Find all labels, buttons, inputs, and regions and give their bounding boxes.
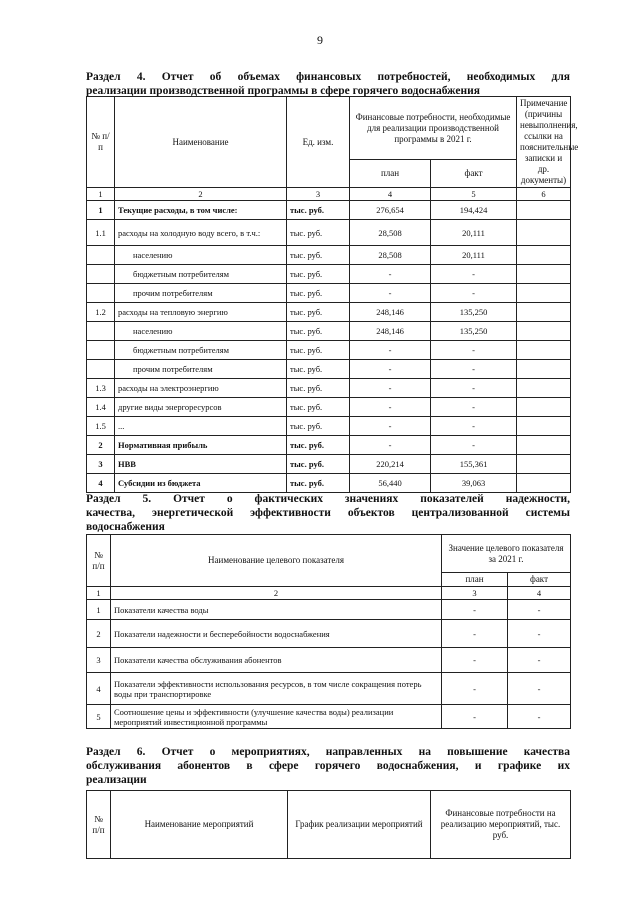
section4-title-line: Раздел 4. Отчет об объемах финансовых потребностей, необходимых для [86,71,570,83]
section6-title-line: реализации [86,774,147,786]
cell-num [87,341,115,360]
cell-num: 1 [87,600,111,620]
table-row [87,246,571,265]
header-num: № п/п [87,97,115,188]
section6-table [86,790,571,859]
col-number: 1 [87,587,111,600]
header-plan: план [350,160,431,188]
cell-fact: - [431,360,517,379]
cell-num: 3 [87,455,115,474]
cell-num [87,246,115,265]
cell-name: Показатели качества обслуживания абонентов [111,648,442,673]
cell-name: населению [115,322,287,341]
cell-plan: - [350,379,431,398]
cell-name: Соотношение цены и эффективности (улучшение качества воды) реализации мероприятий инвестиционной программы [111,705,442,729]
table-row [87,379,571,398]
table-row [87,648,571,673]
cell-fact: - [431,341,517,360]
cell-num [87,265,115,284]
cell-plan: - [350,398,431,417]
table-row [87,220,571,246]
cell-unit: тыс. руб. [287,341,350,360]
table-row [87,341,571,360]
table-row [87,673,571,705]
header-schedule: График реализации мероприятий [288,791,431,859]
col-number: 4 [350,188,431,201]
cell-plan: 56,440 [350,474,431,493]
cell-name: Показатели надежности и бесперебойности водоснабжения [111,620,442,648]
cell-unit: тыс. руб. [287,360,350,379]
cell-name: расходы на тепловую энергию [115,303,287,322]
header-value: Значение целевого показателя за 2021 г. [442,535,571,573]
cell-note [517,265,571,284]
cell-fact: 39,063 [431,474,517,493]
cell-note [517,201,571,220]
cell-num: 1 [87,201,115,220]
col-number-row [87,188,571,201]
cell-plan: - [350,284,431,303]
cell-note [517,284,571,303]
cell-name: расходы на холодную воду всего, в т.ч.: [115,220,287,246]
cell-note [517,246,571,265]
table-row [87,284,571,303]
table-row [87,303,571,322]
cell-plan: - [350,436,431,455]
cell-name: Показатели эффективности использования ресурсов, в том числе сокращения потерь воды при транспортировке [111,673,442,705]
cell-plan: - [442,673,508,705]
cell-unit: тыс. руб. [287,284,350,303]
table-row [87,455,571,474]
cell-note [517,436,571,455]
cell-plan: - [350,265,431,284]
cell-name: прочим потребителям [115,284,287,303]
cell-name: бюджетным потребителям [115,341,287,360]
cell-num: 2 [87,620,111,648]
cell-num: 2 [87,436,115,455]
cell-name: НВВ [115,455,287,474]
cell-fact: 194,424 [431,201,517,220]
cell-num: 1.4 [87,398,115,417]
table-row [87,201,571,220]
cell-fact: - [431,398,517,417]
cell-num: 1.1 [87,220,115,246]
cell-num: 1.2 [87,303,115,322]
cell-plan: 28,508 [350,246,431,265]
cell-fact: - [431,417,517,436]
section5-title [86,492,570,534]
cell-name: Нормативная прибыль [115,436,287,455]
cell-note [517,360,571,379]
cell-fact: - [431,379,517,398]
cell-plan: 28,508 [350,220,431,246]
section4-table [86,96,579,493]
cell-plan: - [442,648,508,673]
cell-unit: тыс. руб. [287,455,350,474]
section5-table [86,534,571,729]
cell-name: расходы на электроэнергию [115,379,287,398]
section5-title-line: Раздел 5. Отчет о фактических значениях показателей надежности, [86,493,570,505]
cell-fact: - [508,620,571,648]
cell-note [517,303,571,322]
cell-fact: 155,361 [431,455,517,474]
cell-unit: тыс. руб. [287,322,350,341]
col-number: 3 [287,188,350,201]
header-unit: Ед. изм. [287,97,350,188]
header-num: № п/п [87,791,111,859]
section4-title-line: реализации производственной программы в сфере горячего водоснабжения [86,85,480,97]
header-fin: Финансовые потребности на реализацию мероприятий, тыс. руб. [431,791,571,859]
cell-name: другие виды энергоресурсов [115,398,287,417]
table-row [87,322,571,341]
cell-note [517,417,571,436]
cell-num: 1.3 [87,379,115,398]
cell-unit: тыс. руб. [287,201,350,220]
section5-title-line: качества, энергетической эффективности объектов централизованной системы [86,507,570,519]
cell-plan: 248,146 [350,322,431,341]
cell-name: Текущие расходы, в том числе: [115,201,287,220]
cell-num: 1.5 [87,417,115,436]
cell-fact: 20,111 [431,246,517,265]
cell-plan: 220,214 [350,455,431,474]
section6-title [86,745,570,787]
section6-title-line: обслуживания абонентов в сфере горячего водоснабжения, и графике их [86,760,570,772]
cell-fact: 135,250 [431,322,517,341]
cell-num: 4 [87,474,115,493]
cell-plan: 248,146 [350,303,431,322]
section5-title-line: водоснабжения [86,521,165,533]
cell-fact: - [431,436,517,455]
col-number: 2 [115,188,287,201]
cell-num: 5 [87,705,111,729]
table-row [87,620,571,648]
cell-note [517,341,571,360]
cell-note [517,379,571,398]
table-row [87,360,571,379]
cell-note [517,322,571,341]
cell-plan: - [442,705,508,729]
col-number: 4 [508,587,571,600]
cell-num: 4 [87,673,111,705]
cell-fact: - [508,600,571,620]
col-number: 1 [87,188,115,201]
cell-unit: тыс. руб. [287,398,350,417]
section4-title [86,70,570,98]
cell-note [517,474,571,493]
header-plan: план [442,573,508,587]
table-row [87,417,571,436]
page-number: 9 [317,33,323,47]
cell-name: населению [115,246,287,265]
cell-fact: - [508,673,571,705]
cell-unit: тыс. руб. [287,436,350,455]
cell-plan: - [350,417,431,436]
cell-plan: - [350,341,431,360]
table-row [87,265,571,284]
col-number: 3 [442,587,508,600]
cell-name: Показатели качества воды [111,600,442,620]
header-fact: факт [508,573,571,587]
cell-unit: тыс. руб. [287,220,350,246]
table-row [87,705,571,729]
cell-fact: 135,250 [431,303,517,322]
cell-fact: 20,111 [431,220,517,246]
cell-name: бюджетным потребителям [115,265,287,284]
cell-plan: - [442,600,508,620]
cell-fact: - [508,648,571,673]
col-number-row [87,587,571,600]
cell-plan: - [350,360,431,379]
table-row [87,398,571,417]
header-name: Наименование мероприятий [111,791,288,859]
cell-plan: - [442,620,508,648]
cell-note [517,220,571,246]
cell-fact: - [431,265,517,284]
cell-num [87,322,115,341]
cell-note [517,455,571,474]
cell-name: ... [115,417,287,436]
table-row [87,474,571,493]
cell-fact: - [431,284,517,303]
cell-note [517,398,571,417]
header-name: Наименование целевого показателя [111,535,442,587]
col-number: 6 [517,188,571,201]
cell-fact: - [508,705,571,729]
table-row [87,600,571,620]
cell-name: Субсидии из бюджета [115,474,287,493]
cell-num: 3 [87,648,111,673]
col-number: 2 [111,587,442,600]
cell-num [87,360,115,379]
cell-plan: 276,654 [350,201,431,220]
cell-unit: тыс. руб. [287,474,350,493]
cell-num [87,284,115,303]
cell-unit: тыс. руб. [287,379,350,398]
cell-unit: тыс. руб. [287,303,350,322]
header-name: Наименование [115,97,287,188]
col-number: 5 [431,188,517,201]
header-num: № п/п [87,535,111,587]
cell-unit: тыс. руб. [287,246,350,265]
table-row [87,436,571,455]
cell-unit: тыс. руб. [287,265,350,284]
header-fact: факт [431,160,517,188]
section6-title-line: Раздел 6. Отчет о мероприятиях, направленных на повышение качества [86,746,570,758]
header-note: Примечание (причины невыполнения, ссылки на пояснительные записки и др. документы) [517,97,571,188]
header-fin: Финансовые потребности, необходимые для реализации производственной программы в 2021 г. [350,97,517,160]
cell-name: прочим потребителям [115,360,287,379]
cell-unit: тыс. руб. [287,417,350,436]
